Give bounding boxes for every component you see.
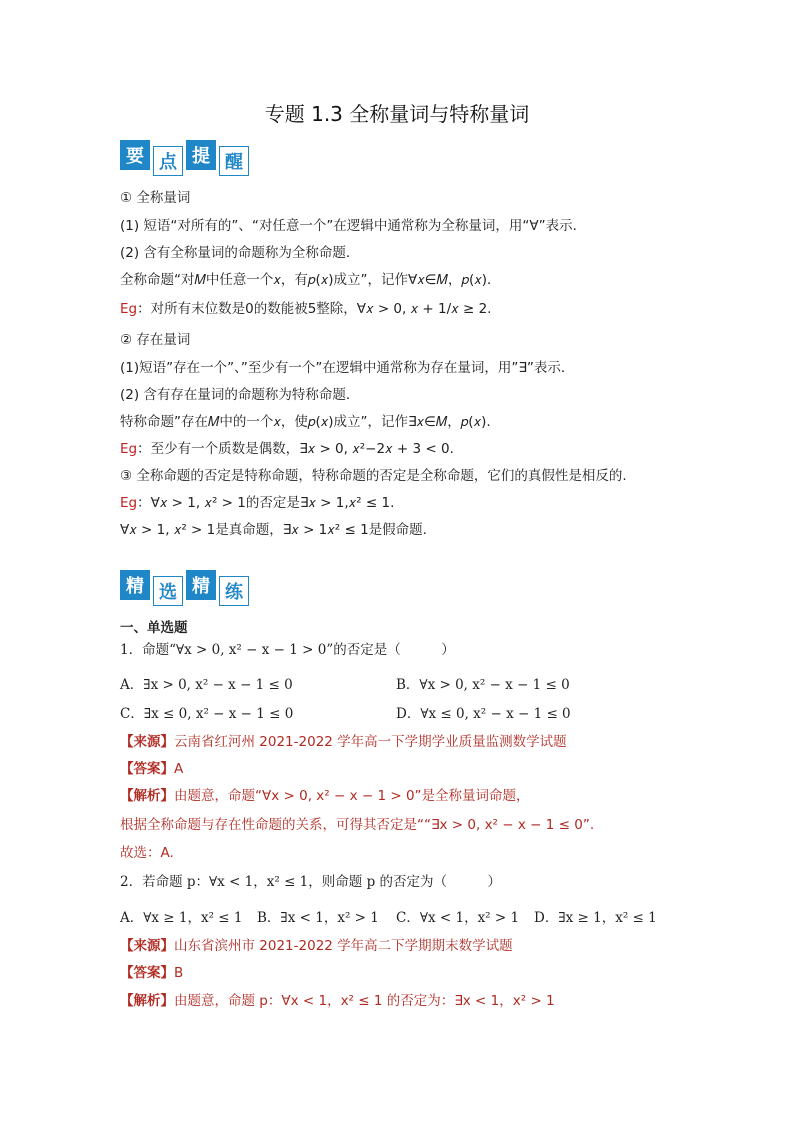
note-heading-existential: ② 存在量词 (120, 332, 191, 348)
note-line: (1)短语”存在一个”、”至少有一个”在逻辑中通常称为存在量词，用”∃”表示． (120, 360, 575, 376)
note-line: (2) 含有存在量词的命题称为特称命题． (120, 387, 360, 403)
banner-char: 选 (153, 576, 183, 606)
q1-option-d: D．∀x ≤ 0, x² − x − 1 ≤ 0 (396, 706, 571, 722)
question-1-stem: 1．命题“∀x > 0, x² − x − 1 > 0”的否定是（ ） (120, 642, 455, 658)
explanation-tag: 【解析】 (120, 788, 174, 804)
note-heading-universal: ① 全称量词 (120, 190, 191, 206)
eg-label: Eg (120, 441, 138, 457)
q1-option-b: B．∀x > 0, x² − x − 1 ≤ 0 (396, 677, 570, 693)
banner-char: 点 (153, 146, 183, 176)
example-line (120, 437, 454, 457)
page-title: 专题 1.3 全称量词与特称量词 (264, 102, 530, 126)
q1-explanation (120, 784, 530, 804)
practice-banner (120, 570, 249, 606)
q1-option-a: A．∃x > 0, x² − x − 1 ≤ 0 (120, 677, 293, 693)
banner-char: 要 (120, 140, 150, 170)
eg-label: Eg (120, 495, 138, 511)
q1-conclusion: 故选：A. (120, 845, 174, 861)
answer-text: B (174, 965, 184, 981)
note-line: (2) 含有全称量词的命题称为全称命题． (120, 245, 360, 261)
banner-char: 精 (186, 570, 216, 600)
q2-option-d: D．∃x ≥ 1，x² ≤ 1 (534, 910, 657, 926)
answer-text: A (174, 761, 184, 777)
explanation-text: 由题意，命题“∀x > 0, x² − x − 1 > 0”是全称量词命题， (174, 788, 530, 804)
banner-char: 精 (120, 570, 150, 600)
explanation-tag: 【解析】 (120, 993, 174, 1009)
example-text: ：对所有末位数是0的数能被5整除，∀𝑥 > 0, 𝑥 + 1/𝑥 ≥ 2. (137, 301, 492, 317)
section-heading: 一、单选题 (120, 620, 188, 636)
q1-answer (120, 757, 183, 777)
banner-char: 醒 (219, 146, 249, 176)
note-line: 全称命题“对𝑀中任意一个𝑥，有𝑝(𝑥)成立”，记作∀𝑥∈𝑀，𝑝(𝑥)． (120, 272, 501, 288)
example-line (120, 297, 491, 317)
note-line: 特称命题”存在𝑀中的一个𝑥，使𝑝(𝑥)成立”，记作∃𝑥∈𝑀，𝑝(𝑥). (120, 414, 491, 430)
question-2-stem: 2．若命题 p：∀x < 1，x² ≤ 1，则命题 p 的否定为（ ） (120, 874, 501, 890)
banner-char: 提 (186, 140, 216, 170)
answer-tag: 【答案】 (120, 761, 174, 777)
example-line (120, 491, 394, 511)
q2-option-b: B．∃x < 1，x² > 1 (257, 910, 379, 926)
q2-option-a: A．∀x ≥ 1，x² ≤ 1 (120, 910, 243, 926)
explanation-text: 由题意，命题 p：∀x < 1，x² ≤ 1 的否定为：∃x < 1，x² > 1 (174, 993, 555, 1009)
source-text: 山东省滨州市 2021-2022 学年高二下学期期末数学试题 (174, 938, 513, 954)
key-points-banner (120, 140, 249, 176)
source-text: 云南省红河州 2021-2022 学年高一下学期学业质量监测数学试题 (174, 734, 567, 750)
q2-explanation (120, 989, 555, 1009)
source-tag: 【来源】 (120, 734, 174, 750)
q1-option-c: C．∃x ≤ 0, x² − x − 1 ≤ 0 (120, 706, 294, 722)
q1-explanation-line: 根据全称命题与存在性命题的关系，可得其否定是““∃x > 0, x² − x − 1 ≤ 0”. (120, 817, 595, 833)
note-line: ∀𝑥 > 1, 𝑥² > 1是真命题，∃𝑥 > 1𝑥² ≤ 1是假命题. (120, 522, 427, 538)
answer-tag: 【答案】 (120, 965, 174, 981)
banner-char: 练 (219, 576, 249, 606)
source-tag: 【来源】 (120, 938, 174, 954)
eg-label: Eg (120, 301, 138, 317)
q2-source (120, 934, 513, 954)
example-text: ：至少有一个质数是偶数，∃𝑥 > 0, 𝑥²−2𝑥 + 3 < 0. (137, 441, 454, 457)
example-text: ：∀𝑥 > 1, 𝑥² > 1的否定是∃𝑥 > 1,𝑥² ≤ 1. (137, 495, 395, 511)
q2-option-c: C．∀x < 1，x² > 1 (396, 910, 520, 926)
note-line: ③ 全称命题的否定是特称命题，特称命题的否定是全称命题，它们的真假性是相反的. (120, 468, 627, 484)
q2-answer (120, 961, 183, 981)
q1-source (120, 730, 567, 750)
note-line: (1) 短语“对所有的”、“对任意一个”在逻辑中通常称为全称量词，用“∀”表示． (120, 218, 587, 234)
